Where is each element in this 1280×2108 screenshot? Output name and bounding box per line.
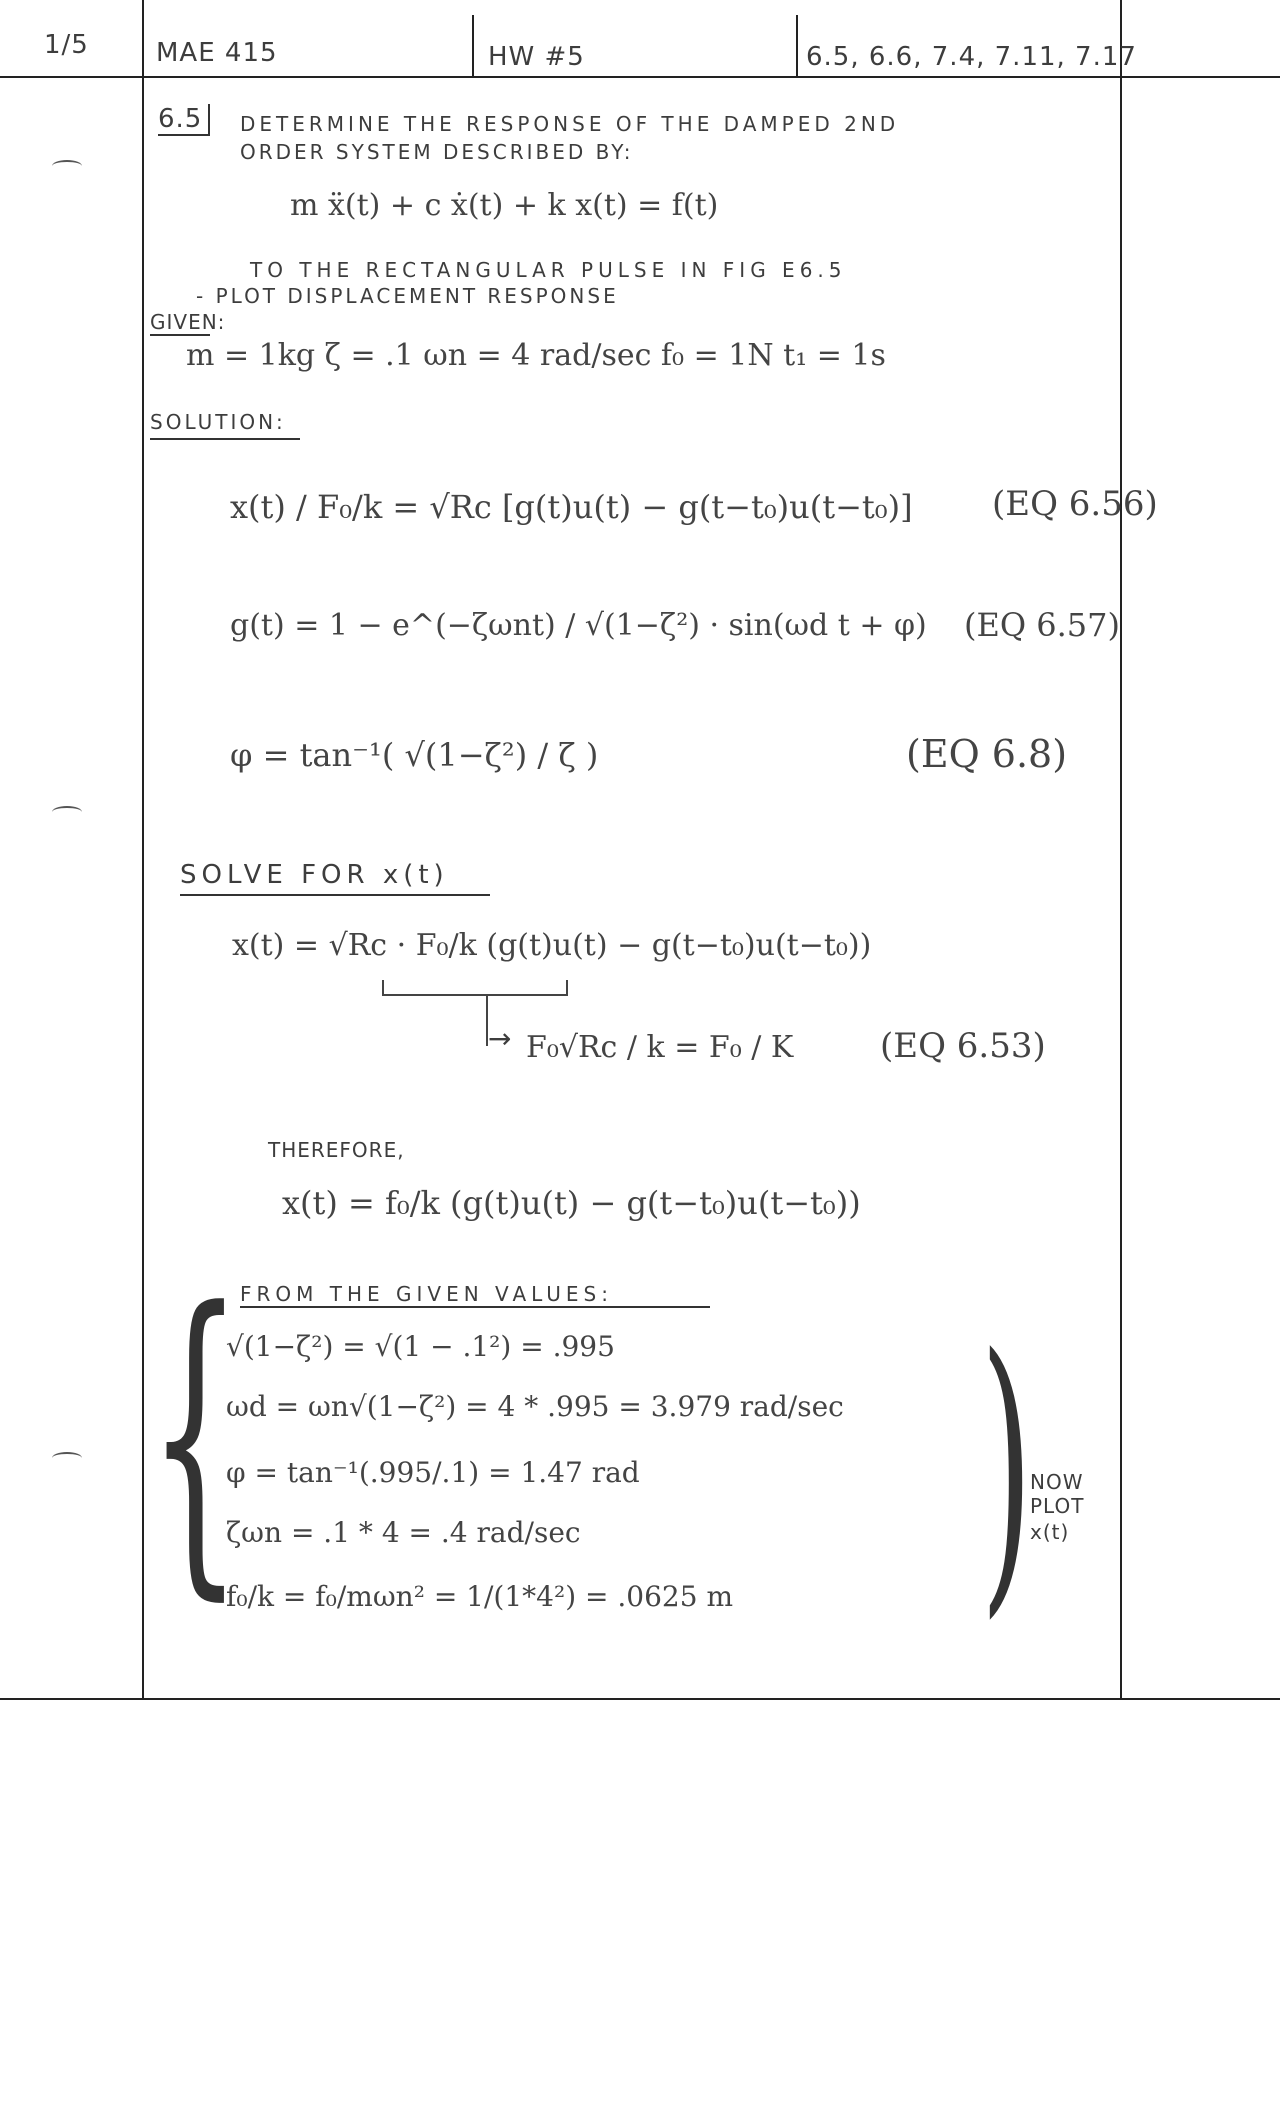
course-title: MAE 415 (156, 38, 278, 68)
right-curly-brace: ( (980, 1295, 1033, 1644)
solution-label: SOLUTION: (150, 410, 286, 434)
solve-underline (180, 894, 490, 896)
header-separator-2 (796, 15, 798, 77)
value-line-1: √(1−ζ²) = √(1 − .1²) = .995 (226, 1330, 615, 1363)
left-margin-line (142, 0, 144, 1700)
g-function-ref: (EQ 6.57) (964, 606, 1120, 644)
assignment-title: HW #5 (488, 42, 585, 72)
bracket-connector-right (566, 980, 568, 994)
bracket-connector-bottom (382, 994, 568, 996)
response-equation: x(t) / F₀/k = √Rc [g(t)u(t) − g(t−t₀)u(t−t₀)] (230, 488, 913, 526)
therefore-label: THEREFORE, (268, 1138, 405, 1162)
given-values: m = 1kg ζ = .1 ωn = 4 rad/sec f₀ = 1N t₁ = 1s (186, 338, 886, 373)
problem-number: 6.5 (158, 104, 210, 136)
right-margin-line (1120, 0, 1122, 1700)
punch-hole-mark (52, 1452, 82, 1464)
bracket-connector-left (382, 980, 384, 994)
solve-label: SOLVE FOR x(t) (180, 860, 449, 890)
solve-equation-2-ref: (EQ 6.53) (880, 1026, 1046, 1066)
given-underline (150, 334, 210, 336)
given-label: GIVEN: (150, 310, 226, 334)
value-line-3: φ = tan⁻¹(.995/.1) = 1.47 rad (226, 1456, 640, 1489)
g-function-equation: g(t) = 1 − e^(−ζωnt) / √(1−ζ²) · sin(ωd t + φ) (230, 608, 927, 643)
solve-equation-1: x(t) = √Rc · F₀/k (g(t)u(t) − g(t−t₀)u(t−t₀)) (232, 928, 872, 963)
problem-list: 6.5, 6.6, 7.4, 7.11, 7.17 (806, 42, 1137, 72)
header-divider-line (0, 76, 1280, 78)
bottom-divider-line (0, 1698, 1280, 1700)
now-plot-note-line3: x(t) (1030, 1520, 1070, 1544)
value-line-4: ζωn = .1 * 4 = .4 rad/sec (226, 1516, 581, 1549)
punch-hole-mark (52, 806, 82, 818)
problem-statement-line2: ORDER SYSTEM DESCRIBED BY: (240, 140, 634, 164)
arrow-head: → (488, 1022, 513, 1055)
value-line-2: ωd = ωn√(1−ζ²) = 4 * .995 = 3.979 rad/sec (226, 1390, 844, 1423)
solve-equation-3: x(t) = f₀/k (g(t)u(t) − g(t−t₀)u(t−t₀)) (282, 1184, 861, 1222)
left-curly-brace: { (148, 1243, 243, 1627)
now-plot-note-line1: NOW (1030, 1470, 1084, 1494)
now-plot-note-line2: PLOT (1030, 1494, 1085, 1518)
problem-statement-line1: DETERMINE THE RESPONSE OF THE DAMPED 2ND (240, 112, 900, 136)
solution-underline (150, 438, 300, 440)
header-separator-1 (472, 15, 474, 77)
punch-hole-mark (52, 160, 82, 172)
given-values-label: FROM THE GIVEN VALUES: (240, 1282, 613, 1306)
given-values-underline (240, 1306, 710, 1308)
page-number: 1/5 (44, 30, 89, 60)
equation-of-motion: m ẍ(t) + c ẋ(t) + k x(t) = f(t) (290, 188, 719, 223)
task-line2: - PLOT DISPLACEMENT RESPONSE (196, 284, 619, 308)
response-equation-ref: (EQ 6.56) (992, 484, 1158, 524)
task-line1: TO THE RECTANGULAR PULSE IN FIG E6.5 (250, 258, 847, 282)
phase-angle-equation: φ = tan⁻¹( √(1−ζ²) / ζ ) (230, 736, 599, 774)
phase-angle-ref: (EQ 6.8) (906, 732, 1068, 776)
value-line-5: f₀/k = f₀/mωn² = 1/(1*4²) = .0625 m (226, 1580, 733, 1613)
solve-equation-2: F₀√Rc / k = F₀ / K (526, 1030, 794, 1065)
